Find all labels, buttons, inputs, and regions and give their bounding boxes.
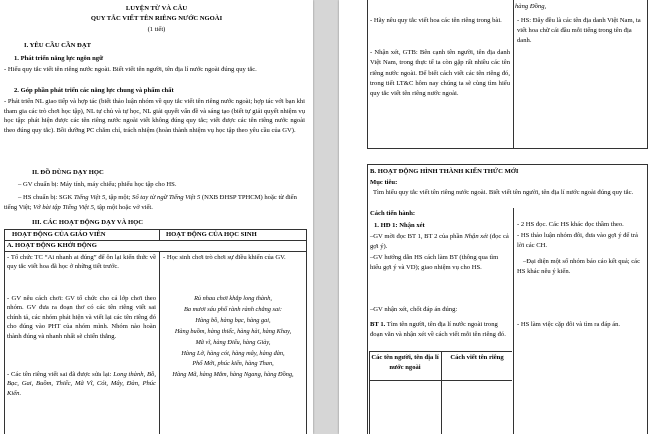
subsection-heading-language: 1. Phát triển năng lực ngôn ngữ: [14, 55, 104, 62]
teacher-hd1-step-1-tail: (đọc cả gợi ý).: [370, 233, 509, 251]
lesson-title: QUY TẮC VIẾT TÊN RIÊNG NƯỚC NGOÀI: [90, 15, 223, 22]
goal-label: Mục tiêu:: [370, 179, 398, 186]
section-heading-objectives: I. YÊU CẦU CẦN ĐẠT: [24, 42, 91, 49]
teacher-hd1-step-1-part: Nhận xét: [464, 233, 488, 240]
objective-competencies-text: - Phát triển NL giao tiếp và hợp tác (biết thảo luận nhóm về quy tắc viết tên riêng nước ngoài; hợp tác với bạn khi tham gia các trò chơi học tập), NL tự chủ và tự học, NL giải quyết vấn đề và sáng tạo (biết tự giải quyết nhiệm vụ học tập: phát hiện được các tên riêng nước ngoài viết không đúng quy tắc; viết được các tên riêng nước ngoài theo đúng quy tắc). Bồi dưỡng PC chăm chỉ, trách nhiệm (hoàn thành nhiệm vụ học tập theo yêu cầu của GV).: [4, 98, 305, 134]
objective-language-text: - Hiểu quy tắc viết tên riêng nước ngoài. Biết viết tên người, tên địa lí nước ngoài đúng quy tắc.: [4, 66, 257, 73]
section-heading-activities: III. CÁC HOẠT ĐỘNG DẠY VÀ HỌC: [32, 219, 144, 226]
materials-student-part: , tập một hoặc vở viết.: [93, 203, 153, 211]
poem-line: Hàng buồm, hàng thiếc, hàng hài, hàng Khay,: [174, 327, 292, 335]
poem-line: Phố Mới, phúc kiến, hàng Than,: [192, 360, 274, 368]
lesson-subject: LUYỆN TỪ VÀ CÂU: [125, 5, 188, 12]
goal-text: Tìm hiểu quy tắc viết tên riêng nước ngoài. Biết viết tên người, tên địa lí nước ngoài đúng quy tắc.: [373, 189, 634, 196]
teacher-hd1-step-2: –GV hướng dẫn HS cách làm BT (thông qua tìm hiểu gợi ý và VD); giao nhiệm vụ cho HS.: [370, 254, 499, 272]
teacher-step-3: [7, 370, 156, 398]
teacher-hd1-step-1: [370, 232, 511, 252]
student-hd1-step-2: - HS thảo luận nhóm đôi, đưa vào gợi ý để trả lời các CH.: [517, 232, 638, 250]
poem-line: Hàng Lờ, hàng cót, hàng mây, hàng đàn,: [181, 349, 285, 357]
student-step-1: - Học sinh chơi trò chơi sự điều khiển của GV.: [163, 254, 286, 261]
materials-student-part: – HS chuẩn bị: SGK: [18, 194, 74, 201]
poem-block: [160, 294, 306, 381]
column-header-student: HOẠT ĐỘNG CỦA HỌC SINH: [166, 231, 257, 238]
activity-a-heading: A. HOẠT ĐỘNG KHỞI ĐỘNG: [7, 242, 97, 249]
teacher-hd1-step-1-lead: –GV mời đọc BT 1, BT 2 của phần: [370, 233, 465, 240]
teacher-question-rule: - Hãy nêu quy tắc viết hoa các tên riêng trong bài.: [370, 17, 502, 24]
subsection-heading-competencies: 2. Góp phần phát triển các năng lực chung và phẩm chất: [14, 87, 174, 94]
student-hd1-step-4: - HS làm việc cặp đôi và tìm ra đáp án.: [517, 321, 621, 328]
hd1-heading: 1. HĐ 1: Nhận xét: [374, 222, 425, 229]
poem-continuation: hàng Đồng,: [515, 3, 547, 10]
lesson-duration: (1 tiết): [147, 26, 166, 33]
poem-line: Ba mươi sáu phố rành rành chẳng sai:: [184, 305, 282, 313]
exercise-1: [370, 320, 511, 341]
materials-student-part: (NXB ĐHSP TPHCM) hoặc từ điển tiếng Việt;: [4, 194, 297, 211]
materials-student-book: Vở bài tập Tiếng Việt 5: [33, 203, 94, 211]
exercise-1-label: BT 1.: [370, 321, 386, 328]
materials-student-book: Sổ tay từ ngữ Tiếng Việt 5: [132, 194, 201, 201]
student-hd1-step-3: –Đại diện một số nhóm báo cáo kết quả; các HS khác nêu ý kiến.: [517, 258, 641, 276]
student-hd1-step-1: - 2 HS đọc. Các HS khác đọc thầm theo.: [517, 221, 624, 228]
column-header-teacher: HOẠT ĐỘNG CỦA GIÁO VIÊN: [12, 231, 106, 238]
materials-student-book: Tiếng Việt 5: [73, 194, 106, 201]
teacher-intro: - Nhận xét, GTB: Bên cạnh tên người, tên địa danh Việt Nam, trong thực tế ta còn gặp rất nhiều các tên riêng nước ngoài. Để biết cách viết các tên riêng đó, trong tiết LT&C hôm nay chúng ta sẽ cùng tìm hiểu quy tắc viết tên riêng nước ngoài.: [370, 49, 510, 98]
materials-teacher: – GV chuẩn bị: Máy tính, máy chiếu; phiếu học tập cho HS.: [18, 181, 177, 188]
teacher-step-1: - Tổ chức TC “Ai nhanh ai đúng” để ôn lại kiến thức về quy tắc viết hoa đã học ở những tiết trước.: [7, 254, 156, 271]
materials-student: [4, 193, 305, 212]
names-table-header-spelling: Cách viết tên riêng: [450, 354, 504, 361]
poem-line: Hàng bồ, hàng bạc, hàng gai,: [195, 316, 271, 324]
document-page-2: [339, 0, 650, 434]
procedure-label: Cách tiến hành:: [370, 210, 416, 217]
teacher-hd1-step-3: –GV nhận xét, chốt đáp án đúng:: [370, 306, 458, 313]
exercise-1-text: Tìm tên người, tên địa lí nước ngoài trong đoạn văn và nhận xét về cách viết mỗi tên riêng đó.: [370, 321, 506, 339]
activity-b-heading: B. HOẠT ĐỘNG HÌNH THÀNH KIẾN THỨC MỚI: [370, 168, 519, 175]
document-page-1: [0, 0, 313, 434]
section-heading-materials: II. ĐỒ DÙNG DẠY HỌC: [32, 169, 104, 176]
materials-student-part: , tập một;: [105, 194, 133, 201]
poem-line: Hàng Mã, hàng Mắm, hàng Ngang, hàng Đồng,: [172, 371, 294, 379]
teacher-step-2: - GV nêu cách chơi: GV tổ chức cho cả lớp chơi theo nhóm. GV đưa ra đoạn thơ có các tên riêng viết sai chính tả, các nhóm phát hiện và viết lại các tên riêng đó cho đúng vào PHT của nhóm mình. Nhóm nào hoàn thành đúng và nhanh nhất sẽ chiến thắng.: [7, 295, 156, 340]
teacher-step-3-lead: - Các tên riêng viết sai đã được sửa lại:: [7, 371, 114, 378]
poem-line: Rủ nhau chơi khắp long thành,: [194, 295, 272, 302]
teacher-step-3-names: Long thành, Bồ, Bạc, Gai, Buồm, Thiếc, Mã Vĩ, Cót, Mây, Đàn, Phúc Kiến.: [7, 371, 156, 397]
student-answer-rule: - HS: Đây đều là các tên địa danh Việt Nam, ta viết hoa chữ cái đầu mỗi tiếng trong tên địa danh.: [517, 17, 641, 45]
poem-line: Mã vĩ, hàng Điếu, hàng Giày,: [195, 338, 271, 346]
names-table-header-names: Các tên người, tên địa lí nước ngoài: [371, 354, 439, 371]
